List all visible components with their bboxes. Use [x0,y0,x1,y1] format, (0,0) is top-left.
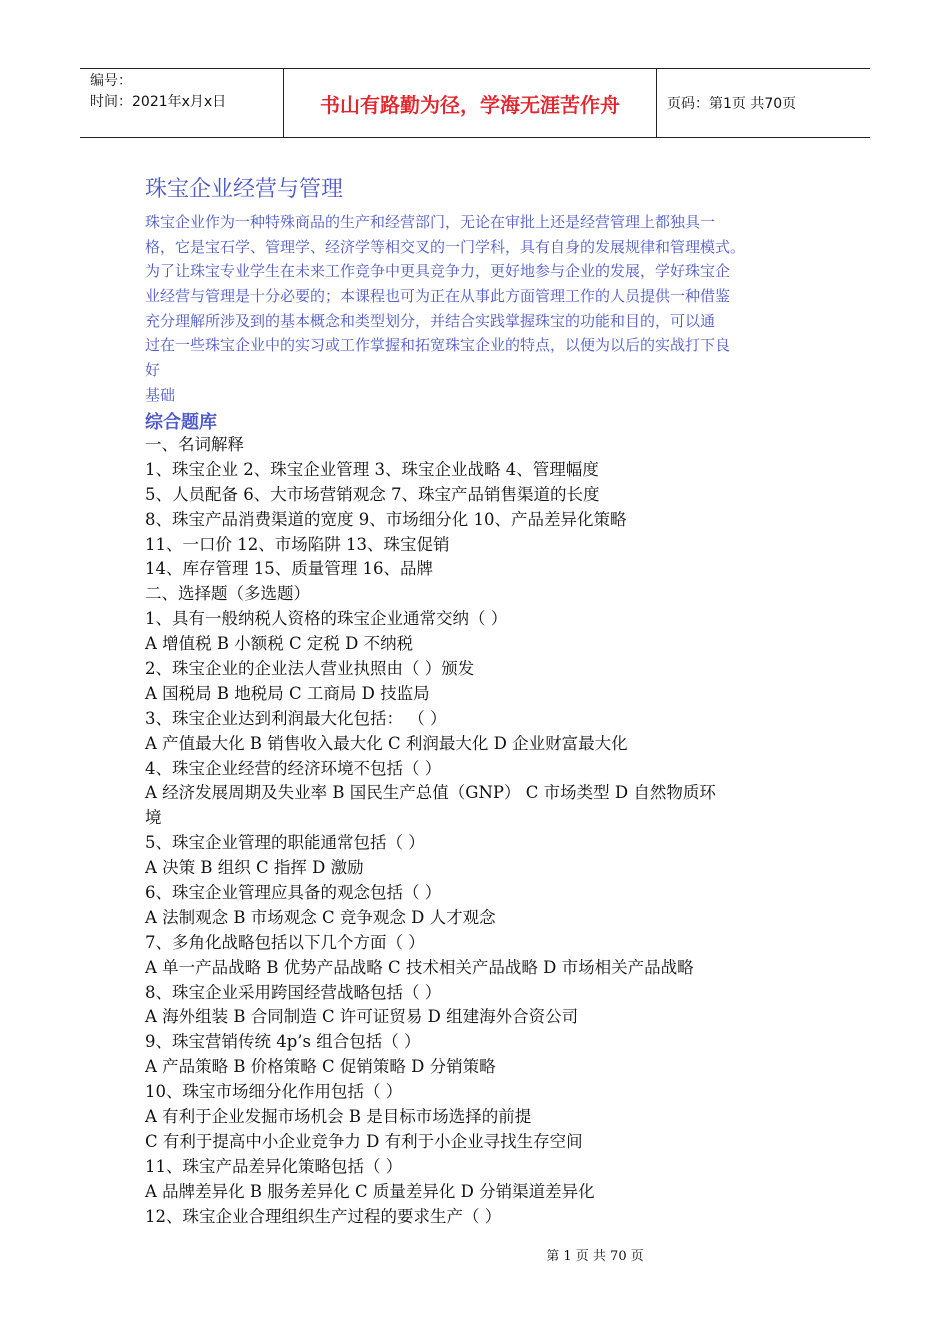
text-line: 5、人员配备 6、大市场营销观念 7、珠宝产品销售渠道的长度 [145,484,600,504]
code-label: 编号： [90,73,132,89]
text-line: 一、名词解释 [145,435,244,454]
intro-paragraph [145,210,805,408]
text-line: 7、多角化战略包括以下几个方面（ ） [145,932,425,952]
text-line: A 有利于企业发掘市场机会 B 是目标市场选择的前提 [145,1107,532,1127]
intro-line: 格，它是宝石学、管理学、经济学等相交叉的一门学科，具有自身的发展规律和管理模式。 [145,237,746,256]
intro-line: 业经营与管理是十分必要的；本课程也可为正在从事此方面管理工作的人员提供一种借鉴 [145,287,731,306]
text-line: 二、选择题（多选题） [145,584,310,604]
intro-line: 充分理解所涉及到的基本概念和类型划分，并结合实践掌握珠宝的功能和目的，可以通 [145,311,716,330]
text-line: 2、珠宝企业的企业法人营业执照由（ ）颁发 [145,659,475,679]
text-line: A 品牌差异化 B 服务差异化 C 质量差异化 D 分销渠道差异化 [145,1181,595,1201]
text-line: A 国税局 B 地税局 C 工商局 D 技监局 [145,683,430,703]
page-header [80,68,870,138]
date-label: 时间：2021年x月x日 [90,94,227,110]
document-title: 珠宝企业经营与管理 [145,177,344,202]
text-line: A 海外组装 B 合同制造 C 许可证贸易 D 组建海外合资公司 [145,1007,579,1027]
text-line: 4、珠宝企业经营的经济环境不包括（ ） [145,758,442,778]
page-footer: 第 1 页 共 70 页 [546,1249,644,1264]
text-line: 6、珠宝企业管理应具备的观念包括（ ） [145,883,442,903]
question-list [145,433,815,1230]
text-line: 9、珠宝营销传统 4p’s 组合包括（ ） [145,1032,421,1052]
text-line: A 法制观念 B 市场观念 C 竞争观念 D 人才观念 [145,907,496,927]
text-line: 1、珠宝企业 2、珠宝企业管理 3、珠宝企业战略 4、管理幅度 [145,459,599,479]
intro-line: 为了让珠宝专业学生在未来工作竞争中更具竞争力，更好地参与企业的发展，学好珠宝企 [145,262,731,281]
section-title: 综合题库 [145,412,217,433]
text-line: A 产品策略 B 价格策略 C 促销策略 D 分销策略 [145,1057,496,1077]
intro-line: 基础 [145,385,176,404]
text-line: 14、库存管理 15、质量管理 16、品牌 [145,559,433,579]
intro-line: 好 [145,361,161,380]
text-line: 3、珠宝企业达到利润最大化包括： （ ） [145,708,447,728]
text-line: 12、珠宝企业合理组织生产过程的要求生产（ ） [145,1206,502,1226]
text-line: 境 [145,808,162,828]
text-line: 1、具有一般纳税人资格的珠宝企业通常交纳（ ） [145,609,508,629]
text-line: A 决策 B 组织 C 指挥 D 激励 [145,858,364,878]
text-line: 8、珠宝产品消费渠道的宽度 9、市场细分化 10、产品差异化策略 [145,509,627,529]
header-motto: 书山有路勤为径，学海无涯苦作舟 [284,69,657,137]
text-line: C 有利于提高中小企业竞争力 D 有利于小企业寻找生存空间 [145,1131,583,1151]
text-line: A 经济发展周期及失业率 B 国民生产总值（GNP） C 市场类型 D 自然物质环 [145,783,716,803]
header-page-info: 页码：第1页 共70页 [667,96,797,112]
intro-line: 过在一些珠宝企业中的实习或工作掌握和拓宽珠宝企业的特点，以便为以后的实战打下良 [145,336,731,355]
text-line: 11、珠宝产品差异化策略包括（ ） [145,1156,403,1176]
text-line: A 增值税 B 小额税 C 定税 D 不纳税 [145,634,414,654]
header-meta [80,69,284,137]
text-line: A 产值最大化 B 销售收入最大化 C 利润最大化 D 企业财富最大化 [145,733,628,753]
intro-line: 珠宝企业作为一种特殊商品的生产和经营部门，无论在审批上还是经营管理上都独具一 [145,213,716,231]
text-line: 10、珠宝市场细分化作用包括（ ） [145,1082,403,1102]
text-line: 11、一口价 12、市场陷阱 13、珠宝促销 [145,534,450,554]
text-line: 8、珠宝企业采用跨国经营战略包括（ ） [145,982,442,1002]
text-line: A 单一产品战略 B 优势产品战略 C 技术相关产品战略 D 市场相关产品战略 [145,957,694,977]
text-line: 5、珠宝企业管理的职能通常包括（ ） [145,833,425,853]
